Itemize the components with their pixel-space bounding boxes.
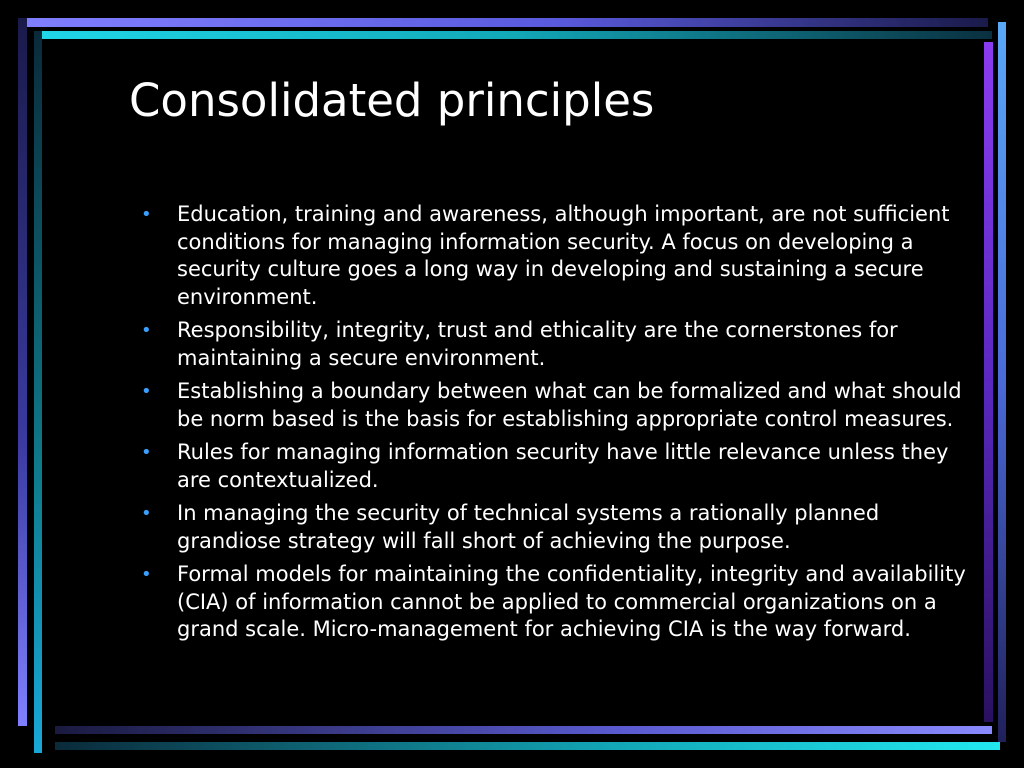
bullet-dot-icon: • xyxy=(141,503,152,524)
bullet-text: In managing the security of technical systems a rationally planned grandiose strategy will fall short of achieving the purpose. xyxy=(177,501,880,553)
bullet-item xyxy=(140,378,988,433)
slide-title: Consolidated principles xyxy=(129,74,655,127)
bullet-text: Education, training and awareness, although important, are not sufficient conditions for managing information security. A focus on developing a security culture goes a long way in developing and sustaining a secure environment. xyxy=(177,202,950,309)
bullet-dot-icon: • xyxy=(141,442,152,463)
bullet-item xyxy=(140,317,988,372)
bullet-text: Establishing a boundary between what can be formalized and what should be norm based is the basis for establishing appropriate control measures. xyxy=(177,379,962,431)
bullet-item xyxy=(140,500,988,555)
frame-bar-bottom-inner xyxy=(55,726,992,734)
bullet-text: Formal models for maintaining the confidentiality, integrity and availability (CIA) of information cannot be applied to commercial organizations on a grand scale. Micro-management for achieving CIA is the way forward. xyxy=(177,562,966,641)
bullet-item xyxy=(140,439,988,494)
bullet-dot-icon: • xyxy=(141,381,152,402)
frame-bar-top-outer xyxy=(18,18,988,27)
frame-bar-left-outer xyxy=(18,18,27,726)
bullet-item xyxy=(140,201,988,311)
frame-bar-left-inner xyxy=(34,31,42,753)
bullet-item xyxy=(140,561,988,644)
bullet-dot-icon: • xyxy=(141,204,152,225)
frame-bar-top-inner xyxy=(34,31,992,39)
bullet-text: Responsibility, integrity, trust and ethicality are the cornerstones for maintaining a secure environment. xyxy=(177,318,898,370)
bullet-dot-icon: • xyxy=(141,320,152,341)
frame-bar-right-outer xyxy=(998,22,1006,742)
bullet-dot-icon: • xyxy=(141,564,152,585)
frame-bar-bottom-outer xyxy=(55,742,1000,750)
bullet-list xyxy=(140,201,988,650)
bullet-text: Rules for managing information security have little relevance unless they are contextualized. xyxy=(177,440,949,492)
